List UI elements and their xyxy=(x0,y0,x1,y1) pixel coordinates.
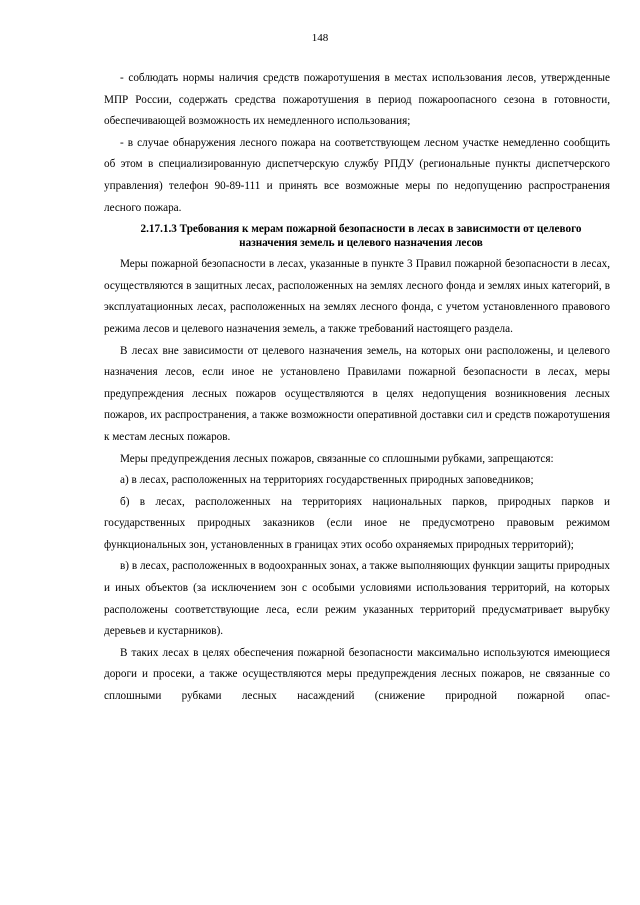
list-item: б) в лесах, расположенных на территориях национальных парков, природных парков и государственных природных заказников (если иное не предусмотрено правовым режимом функциональных зон, установленных в границах этих особо охраняемых природных территорий); xyxy=(104,495,610,551)
page-number: 148 xyxy=(311,32,329,44)
paragraph: Меры предупреждения лесных пожаров, связанные со сплошными рубками, запрещаются: xyxy=(120,452,554,465)
paragraph: В таких лесах в целях обеспечения пожарной безопасности максимально используются имеющиеся дороги и просеки, а также осуществляются меры предупреждения лесных пожаров, не связанные со сплошными рубками лесных насаждений (снижение природной пожарной опас- xyxy=(104,646,610,703)
paragraph: - соблюдать нормы наличия средств пожаротушения в местах использования лесов, утвержденные МПР России, содержать средства пожаротушения в период пожароопасного сезона в готовности, обеспечивающей возможность их немедленного использования; xyxy=(104,72,610,128)
list-item: в) в лесах, расположенных в водоохранных зонах, а также выполняющих функции защиты природных и иных объектов (за исключением зон с особыми условиями использования территорий, на которых расположены соответствующие леса, если режим указанных территорий предусматривает вырубку деревьев и кустарников). xyxy=(104,560,610,638)
page-content xyxy=(104,68,610,708)
paragraph: - в случае обнаружения лесного пожара на соответствующем лесном участке немедленно сообщить об этом в специализированную диспетчерскую службу РПДУ (региональные пункты диспетчерского управления) телефон 90-89-111 и принять все возможные меры по недопущению распространения лесного пожара. xyxy=(104,136,610,214)
section-heading: 2.17.1.3 Требования к мерам пожарной безопасности в лесах в зависимости от целевого назначения земель и целевого назначения лесов xyxy=(140,223,582,249)
list-item: а) в лесах, расположенных на территориях государственных природных заповедников; xyxy=(120,474,534,487)
paragraph: Меры пожарной безопасности в лесах, указанные в пункте 3 Правил пожарной безопасности в лесах, осуществляются в защитных лесах, расположенных на землях лесного фонда и землях иных категорий, в эксплуатационных лесах, расположенных на землях лесного фонда, с учетом установленного правового режима лесов и целевого назначения земель, а также требований настоящего раздела. xyxy=(104,258,610,335)
paragraph: В лесах вне зависимости от целевого назначения земель, на которых они расположены, и целевого назначения лесов, если иное не установлено Правилами пожарной безопасности в лесах, меры предупреждения лесных пожаров осуществляются в целях недопущения возникновения лесных пожаров, их распространения, а также возможности оперативной доставки сил и средств пожаротушения к местам лесных пожаров. xyxy=(104,344,610,443)
